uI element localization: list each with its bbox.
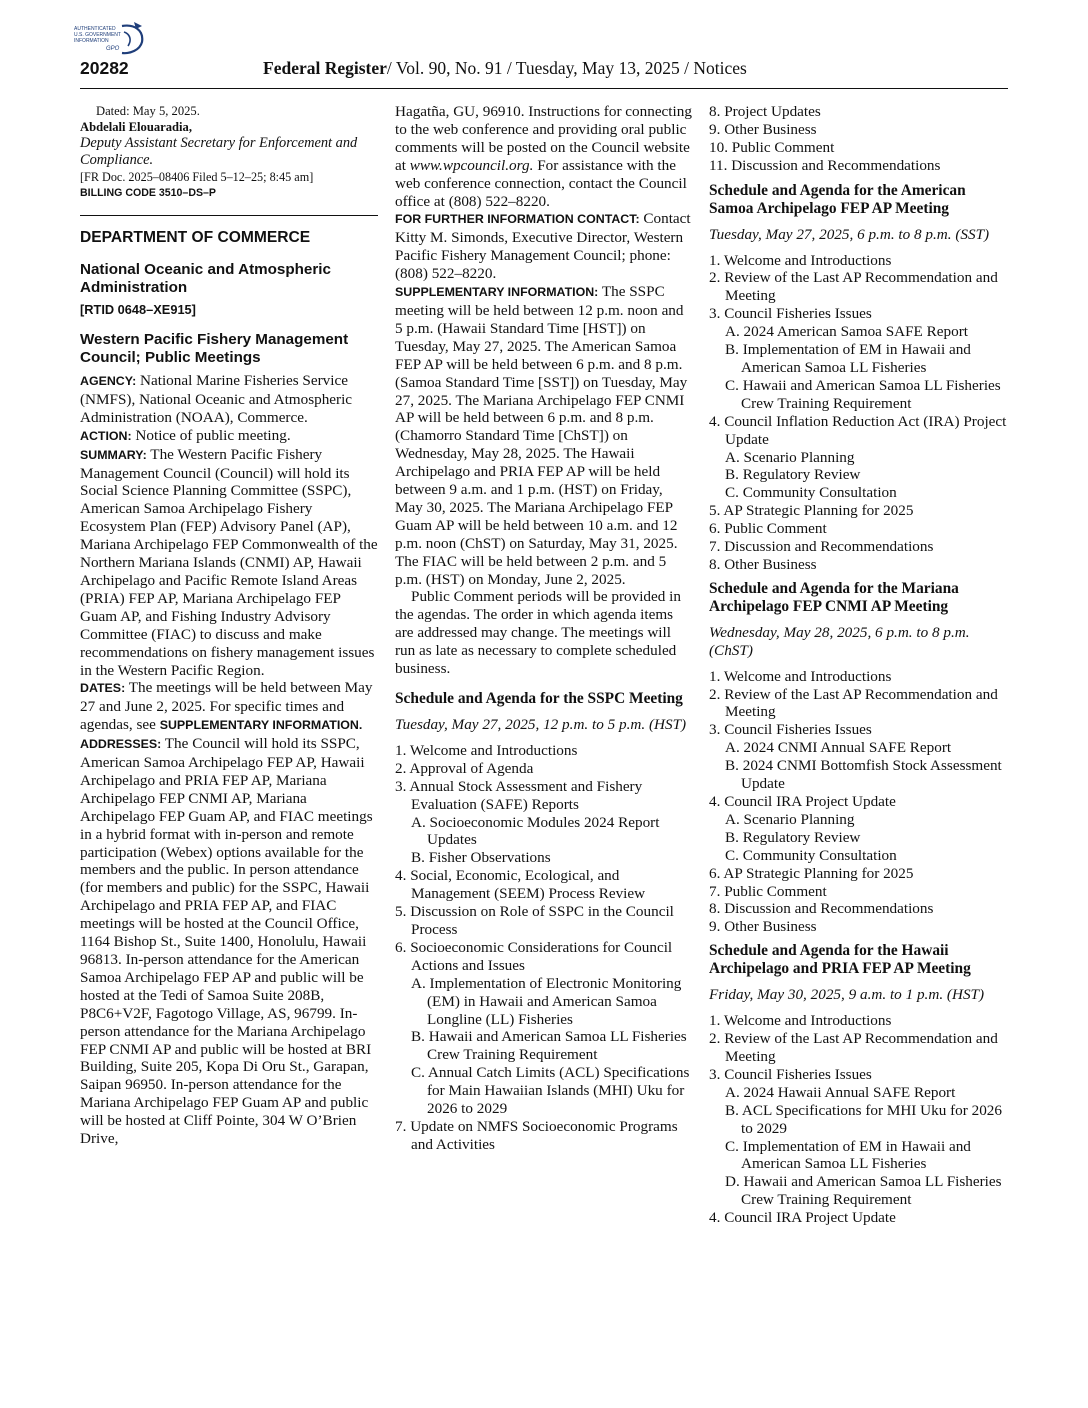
agenda-item: 4. Council IRA Project Update	[709, 793, 896, 810]
publication-name: Federal Register	[263, 58, 387, 78]
rtid: [RTID 0648–XE915]	[80, 302, 196, 317]
hawaii-heading: Schedule and Agenda for the Hawaii Archipelago and PRIA FEP AP Meeting	[709, 942, 971, 978]
agency-heading: National Oceanic and Atmospheric Administration	[80, 261, 331, 296]
agenda-subitem: A. Scenario Planning	[725, 810, 855, 828]
agency-text: National Marine Fisheries Service (NMFS), National Oceanic and Atmospheric Administration (NOAA), Commerce.	[80, 372, 353, 426]
american-samoa-heading: Schedule and Agenda for the American Samoa Archipelago FEP AP Meeting	[709, 181, 966, 217]
billing-code: BILLING CODE 3510–DS–P	[80, 187, 216, 199]
agenda-subitem: C. Annual Catch Limits (ACL) Specifications for Main Hawaiian Islands (MHI) Uku for 2026 to 2029	[411, 1064, 690, 1118]
column-2	[395, 103, 693, 1154]
action-text: Notice of public meeting.	[135, 426, 291, 444]
agenda-subitem: B. ACL Specifications for MHI Uku for 2026 to 2029	[725, 1101, 1002, 1137]
dates-text: The meetings will be held between May 27 and June 2, 2025. For specific times and agendas, see	[80, 679, 373, 734]
supplementary-text: The SSPC meeting will be held between 12 p.m. noon and 5 p.m. (Hawaii Standard Time [HST]) on Tuesday, May 27, 2025. The American Samoa FEP AP will be held between 6 p.m. and 8 p.m. (Samoa Standard Time [SST]) on Tuesday, May 27, 2025. The Mariana Archipelago FEP CNMI AP will be held between 6 p.m. and 8 p.m. (Chamorro Standard Time [ChST]) on Wednesday, May 28, 2025. The Hawaii Archipelago and PRIA FEP AP will be held between 9 a.m. and 1 p.m. (HST) on Friday, May 30, 2025. The Mariana Archipelago FEP Guam AP will be held between 10 a.m. and 12 p.m. noon (ChST) on Saturday, May 31, 2025. The FIAC will be held between 2 p.m. and 5 p.m. (HST) on Monday, June 2, 2025.	[395, 283, 688, 588]
public-comment-paragraph: Public Comment periods will be provided in the agendas. The order in which agenda items are addressed may change. The meetings will run as late as necessary to complete scheduled business.	[395, 588, 681, 678]
agenda-subitem: C. Hawaii and American Samoa LL Fisheries Crew Training Requirement	[725, 376, 1001, 412]
american-samoa-agenda-list	[709, 252, 1009, 574]
addresses-continued	[395, 103, 693, 210]
gpo-authenticated-logo	[72, 20, 152, 60]
previous-dated: Dated: May 5, 2025.	[96, 104, 200, 118]
agenda-item: 2. Review of the Last AP Recommendation and Meeting	[709, 685, 998, 721]
column-3	[709, 103, 1009, 1227]
page-number: 20282	[80, 58, 129, 78]
agenda-subitem: B. Regulatory Review	[725, 828, 861, 846]
agenda-item: 7. Update on NMFS Socioeconomic Programs and Activities	[395, 1117, 678, 1153]
agenda-item: 7. Discussion and Recommendations	[709, 538, 934, 556]
agenda-item: 6. Public Comment	[709, 520, 827, 538]
sspc-agenda-list	[395, 742, 693, 1154]
agenda-subitem: A. 2024 Hawaii Annual SAFE Report	[725, 1083, 956, 1101]
addresses-continued-text-2: For assistance with the web conference connection, contact the Council office at (808) 522–8220.	[395, 156, 687, 210]
agenda-item: 3. Council Fisheries Issues	[709, 305, 872, 323]
action-paragraph	[80, 427, 378, 446]
department-heading: DEPARTMENT OF COMMERCE	[80, 229, 311, 246]
agenda-item: 5. AP Strategic Planning for 2025	[709, 502, 914, 520]
agenda-subitem: C. Community Consultation	[725, 846, 897, 864]
agenda-subitem: A. 2024 American Samoa SAFE Report	[725, 323, 968, 341]
agenda-item: 4. Council Inflation Reduction Act (IRA) Project Update	[709, 412, 1007, 448]
summary-label: SUMMARY:	[80, 447, 147, 462]
agenda-item: 8. Project Updates	[709, 103, 821, 120]
logo-text-line2: U.S. GOVERNMENT	[74, 32, 121, 38]
agenda-item: 3. Council Fisheries Issues	[709, 1065, 872, 1083]
agenda-subitem: B. Fisher Observations	[411, 849, 551, 867]
logo-text-line1: AUTHENTICATED	[74, 26, 116, 32]
agenda-item: 4. Social, Economic, Ecological, and Management (SEEM) Process Review	[395, 867, 646, 903]
addresses-text: The Council will hold its SSPC, American Samoa Archipelago FEP AP, Hawaii Archipelago and PRIA FEP AP, Mariana Archipelago FEP CNMI AP, Mariana Archipelago FEP Guam AP, and FIAC meetings in a hybrid format with in-person and remote participation (Webex) options available for the members and the public. In person attendance (for members and public) for the SSPC, Hawaii Archipelago and PRIA FEP AP, and FIAC meetings will be hosted at the Council Office, 1164 Bishop St., Suite 1400, Honolulu, Hawaii 96813. In-person attendance for the American Samoa Archipelago FEP AP and public will be hosted at the Tedi of Samoa Suite 208B, P8C6+V2F, Fagotogo Village, AS, 96799. In-person attendance for the Mariana Archipelago FEP CNMI AP and public will be hosted at BRI Building, Suite 205, Kopa Di Oru St., Garapan, Saipan 96950. In-person attendance for the Mariana Archipelago FEP Guam AP and public will be hosted at Cliff Pointe, 304 W O’Brien Drive,	[80, 735, 373, 1148]
agenda-item: 10. Public Comment	[709, 138, 835, 156]
supplementary-paragraph	[395, 283, 693, 588]
hawaii-date: Friday, May 30, 2025, 9 a.m. to 1 p.m. (HST)	[709, 986, 985, 1004]
dates-reference: SUPPLEMENTARY INFORMATION.	[159, 718, 363, 733]
logo-text-line3: INFORMATION	[74, 38, 109, 44]
running-head	[263, 58, 747, 79]
agenda-item: 2. Approval of Agenda	[395, 759, 534, 777]
agenda-item: 6. Socioeconomic Considerations for Council Actions and Issues	[395, 938, 673, 974]
previous-signer: Abdelali Elouaradia,	[80, 120, 192, 134]
addresses-label: ADDRESSES:	[80, 737, 162, 752]
agenda-subitem: C. Community Consultation	[725, 484, 897, 502]
cnmi-heading: Schedule and Agenda for the Mariana Archipelago FEP CNMI AP Meeting	[709, 579, 959, 615]
agenda-item: 3. Council Fisheries Issues	[709, 721, 872, 739]
logo-text-gpo: GPO	[106, 46, 120, 52]
agenda-item: 1. Welcome and Introductions	[709, 251, 892, 269]
column-1	[80, 103, 378, 1148]
action-label: ACTION:	[80, 428, 132, 443]
contact-text: Contact Kitty M. Simonds, Executive Director, Western Pacific Fishery Management Council; phone: (808) 522–8220.	[395, 210, 691, 283]
cnmi-agenda-list	[709, 668, 1009, 937]
contact-label: FOR FURTHER INFORMATION CONTACT:	[395, 212, 640, 227]
previous-signer-title: Deputy Assistant Secretary for Enforcement and Compliance.	[80, 135, 358, 168]
council-website-link[interactable]: www.wpcouncil.org.	[409, 156, 534, 174]
dates-label: DATES:	[80, 681, 126, 696]
page-header	[80, 58, 1008, 82]
agenda-subitem: B. 2024 CNMI Bottomfish Stock Assessment Update	[725, 757, 1002, 793]
agenda-item: 1. Welcome and Introductions	[395, 741, 578, 759]
agenda-item: 1. Welcome and Introductions	[709, 1012, 892, 1030]
header-rule	[80, 88, 1008, 89]
agenda-item: 9. Other Business	[709, 120, 817, 138]
agency-paragraph	[80, 372, 378, 427]
sspc-date: Tuesday, May 27, 2025, 12 p.m. to 5 p.m. (HST)	[395, 716, 687, 733]
addresses-paragraph	[80, 735, 378, 1148]
summary-text: The Western Pacific Fishery Management Council (Council) will hold its Social Science Planning Committee (SSPC), American Samoa Archipelago Fishery Ecosystem Plan (FEP) Advisory Panel (AP), Mariana Archipelago FEP Commonwealth of the Northern Mariana Islands (CNMI) AP, Hawaii Archipelago and Pacific Remote Island Areas (PRIA) FEP AP, Mariana Archipelago FEP Guam AP, and Fishing Industry Advisory Committee (FIAC) to discuss and make recommendations on fishery management issues in the Western Pacific Region.	[80, 445, 378, 679]
agenda-item: 9. Other Business	[709, 918, 817, 936]
agenda-subitem: A. 2024 CNMI Annual SAFE Report	[725, 739, 952, 757]
agenda-subitem: A. Socioeconomic Modules 2024 Report Updates	[411, 813, 660, 849]
agenda-subitem: C. Implementation of EM in Hawaii and American Samoa LL Fisheries	[725, 1137, 971, 1173]
agenda-subitem: A. Scenario Planning	[725, 448, 855, 466]
agenda-item: 5. Discussion on Role of SSPC in the Council Process	[395, 903, 674, 938]
addresses-continued-text: Hagatña, GU, 96910. Instructions for connecting to the web conference and providing oral public comments will be posted on the Council website at	[395, 103, 692, 174]
summary-paragraph	[80, 446, 378, 680]
agenda-item: 11. Discussion and Recommendations	[709, 156, 941, 174]
contact-paragraph	[395, 210, 693, 283]
agenda-subitem: B. Implementation of EM in Hawaii and American Samoa LL Fisheries	[725, 341, 971, 376]
supplementary-label: SUPPLEMENTARY INFORMATION:	[395, 285, 599, 300]
agenda-item: 4. Council IRA Project Update	[709, 1209, 896, 1227]
section-divider	[80, 215, 378, 216]
cnmi-date: Wednesday, May 28, 2025, 6 p.m. to 8 p.m. (ChST)	[709, 623, 970, 659]
hawaii-agenda-list	[709, 1012, 1009, 1227]
agency-label: AGENCY:	[80, 374, 137, 388]
agenda-item: 2. Review of the Last AP Recommendation and Meeting	[709, 269, 998, 305]
agenda-subitem: B. Regulatory Review	[725, 466, 861, 484]
fr-doc-line: [FR Doc. 2025–08406 Filed 5–12–25; 8:45 am]	[80, 170, 314, 184]
agenda-item: 8. Other Business	[709, 555, 817, 573]
american-samoa-date: Tuesday, May 27, 2025, 6 p.m. to 8 p.m. (SST)	[709, 225, 990, 243]
agenda-item: 1. Welcome and Introductions	[709, 667, 892, 685]
issue-details: / Vol. 90, No. 91 / Tuesday, May 13, 2025 / Notices	[386, 58, 747, 78]
notice-title: Western Pacific Fishery Management Council; Public Meetings	[80, 331, 349, 366]
sspc-agenda-list-continued	[709, 103, 1009, 175]
agenda-item: 2. Review of the Last AP Recommendation and Meeting	[709, 1030, 998, 1065]
agenda-item: 6. AP Strategic Planning for 2025	[709, 864, 914, 882]
agenda-item: 8. Discussion and Recommendations	[709, 900, 934, 918]
dates-paragraph	[80, 679, 378, 735]
agenda-item: 7. Public Comment	[709, 882, 827, 900]
agenda-subitem: B. Hawaii and American Samoa LL Fisheries Crew Training Requirement	[411, 1028, 687, 1064]
agenda-subitem: A. Implementation of Electronic Monitoring (EM) in Hawaii and American Samoa Longline (LL) Fisheries	[411, 974, 682, 1028]
agenda-item: 3. Annual Stock Assessment and Fishery Evaluation (SAFE) Reports	[395, 777, 643, 813]
agenda-subitem: D. Hawaii and American Samoa LL Fisheries Crew Training Requirement	[725, 1173, 1002, 1209]
sspc-heading: Schedule and Agenda for the SSPC Meeting	[395, 690, 683, 707]
